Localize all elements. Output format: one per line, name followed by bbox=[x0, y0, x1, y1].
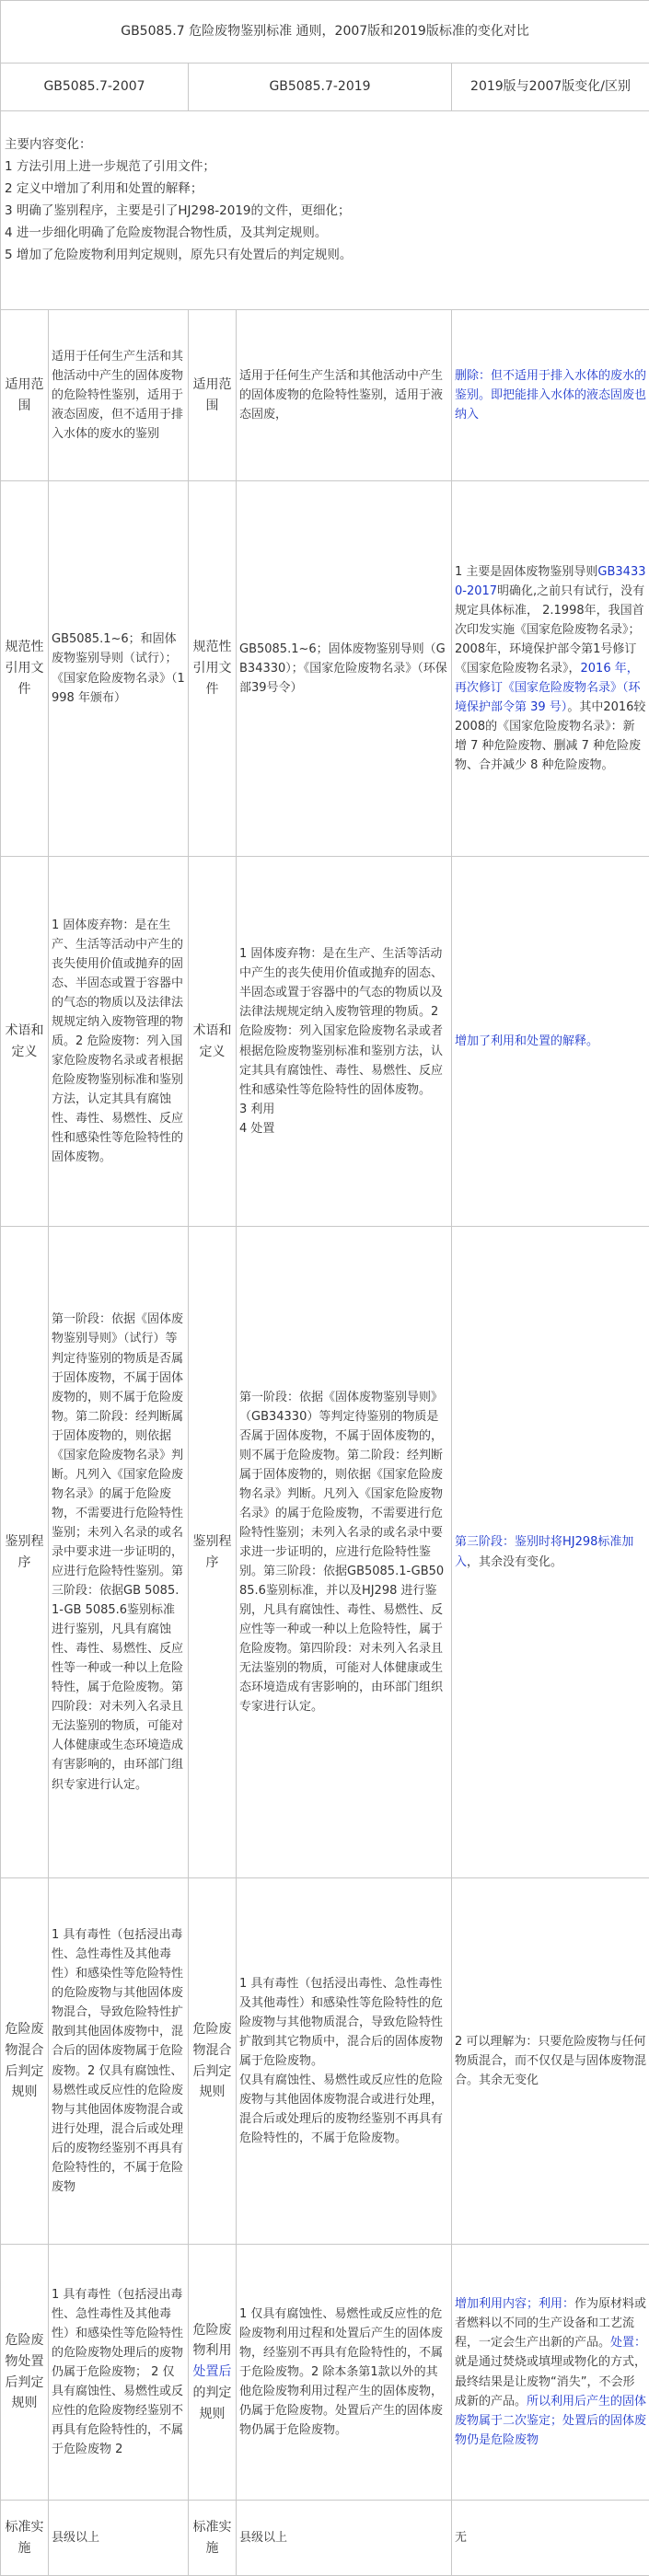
category-2019: 适用范围 bbox=[189, 310, 237, 481]
category-2019: 规范性引用文件 bbox=[189, 481, 237, 857]
diff-highlight: GB34330-2017 bbox=[455, 565, 645, 598]
content-2019: 适用于任何生产生活和其他活动中产生的固体废物的危险特性鉴别，适用于液态固废， bbox=[237, 310, 452, 481]
content-2019: 第一阶段：依据《固体废物鉴别导则》（GB34330）等判定待鉴别的物质是否属于固体废物，不属于固体废物的，则不属于危险废物。第二阶段：经判断属于固体废物的，则依据《国家危险废物名录》判断。凡列入《国家危险废物名录》的属于危险废物，不需要进行危险特性鉴别；未列入名录的或名录中要求进一步证明的，应进行危险特性鉴别。第三阶段：依据GB5085.1-GB5085.6鉴别标准，并以及HJ298 进行鉴别，凡具有腐蚀性、毒性、易燃性、反应性等一种或一种以上危险特性，属于危险废物。第四阶段：对未列入名录且无法鉴别的物质，可能对人体健康或生态环境造成有害影响的，由环部门组织专家进行认定。 bbox=[237, 1227, 452, 1878]
page-title: GB5085.7 危险废物鉴别标准 通则，2007版和2019版标准的变化对比 bbox=[1, 1, 649, 64]
content-2019 bbox=[237, 1878, 452, 2245]
content-2019: GB5085.1~6；固体废物鉴别导则（GB34330）；《国家危险废物名录》（环保部39号令） bbox=[237, 481, 452, 857]
diff-highlight: 增加利用内容；利用： bbox=[455, 2297, 574, 2311]
content-2007 bbox=[49, 2245, 189, 2501]
content-2007: 1 具有毒性（包括浸出毒性、急性毒性及其他毒性）和感染性等危险特性的危险废物与其他固体废物混合，导致危险特性扩散到其他固体废物中，混合后的固体废物属于危险废物。2 仅具有腐蚀性、易燃性或反应性的危险废物与其他固体废物混合或进行处理，混合后或处理后的废物经鉴别不再具有危险特性的，不属于危险废物 bbox=[49, 1878, 189, 2245]
summary-item: 5 增加了危险废物利用判定规则，原先只有处置后的判定规则。 bbox=[5, 244, 645, 266]
diff-cell bbox=[452, 1878, 649, 2245]
category-2007: 规范性引用文件 bbox=[1, 481, 49, 857]
row-mixture bbox=[1, 1878, 649, 2245]
header-row bbox=[1, 64, 649, 111]
content-2007: 第一阶段：依据《固体废物鉴别导则》（试行）等判定待鉴别的物质是否属于固体废物，不属于固体废物的，则不属于危险废物。第二阶段：经判断属于固体废物的，则依据《国家危险废物名录》判断。凡列入《国家危险废物名录》的属于危险废物，不需要进行危险特性鉴别；未列入名录的或名录中要求进一步证明的，应进行危险特性鉴别。第三阶段：依据GB 5085.1-GB 5085.6鉴别标准进行鉴别，凡具有腐蚀性、毒性、易燃性、反应性等一种或一种以上危险特性，属于危险废物。第四阶段：对未列入名录且无法鉴别的物质，可能对人体健康或生态环境造成有害影响的，由环部门组织专家进行认定。 bbox=[49, 1227, 189, 1878]
summary-cell bbox=[1, 111, 649, 310]
content-2019 bbox=[237, 857, 452, 1227]
category-2007: 适用范围 bbox=[1, 310, 49, 481]
diff-cell bbox=[452, 1227, 649, 1878]
summary-heading: 主要内容变化： bbox=[5, 133, 645, 156]
category-2007: 标准实施 bbox=[1, 2501, 49, 2576]
content-2007: 适用于任何生产生活和其他活动中产生的固体废物的危险特性鉴别，适用于液态固废，但不适用于排入水体的废水的鉴别 bbox=[49, 310, 189, 481]
category-2019: 术语和定义 bbox=[189, 857, 237, 1227]
category-2019 bbox=[189, 2245, 237, 2501]
summary-item: 4 进一步细化明确了危险废物混合物性质，及其判定规则。 bbox=[5, 222, 645, 244]
category-2007: 危险废物混合后判定规则 bbox=[1, 1878, 49, 2245]
content-text: 3 利用 bbox=[239, 1100, 448, 1119]
diff-text: ，其余没有变化。 bbox=[467, 1555, 562, 1569]
category-highlight: 处置后 bbox=[193, 2364, 232, 2379]
summary-row bbox=[1, 111, 649, 310]
category-text: 的判定规则 bbox=[193, 2385, 232, 2421]
content-text: 1 具有毒性（包括浸出毒性、急性毒性及其他毒性）和感染性等危险特性的危险废物处理后的废物仍属于危险废物； 2 仅具有腐蚀性、易燃性或反应性的危险废物经鉴别不再具有危险特性的，不属于危险废物 bbox=[52, 2288, 183, 2456]
content-2007: 1 固体废弃物：是在生产、生活等活动中产生的丧失使用价值或抛弃的固态、半固态或置于容器中的气态的物质以及法律法规规定纳入废物管理的物质。2 危险废物：列入国家危险废物名录或者根据危险废物鉴别标准和鉴别方法，认定其具有腐蚀性、毒性、易燃性、反应性和感染性等危险特性的固体废物。 bbox=[49, 857, 189, 1227]
diff-text: 明确化,之前只有试行，没有规定具体标准， 2.1998年，我国首次印发实施《国家危险废物名录》；2008年，环境保护部令第1号修订《国家危险废物名录》， bbox=[455, 584, 644, 676]
row-implementation bbox=[1, 2501, 649, 2576]
diff-text: 。其中2016较2008的《国家危险废物名录》：新增 7 种危险废物、删减 7 种危险废物、合并减少 8 种危险废物。 bbox=[455, 700, 645, 772]
diff-text: 1 主要是固体废物鉴别导则 bbox=[455, 565, 597, 579]
category-2007: 鉴别程序 bbox=[1, 1227, 49, 1878]
content-text: 1 固体废弃物：是在生产、生活等活动中产生的丧失使用价值或抛弃的固态、半固态或置于容器中的气态的物质以及法律法规规定纳入废物管理的物质。2 危险废物：列入国家危险废物名录或者根据危险废物鉴别标准和鉴别方法，认定其具有腐蚀性、毒性、易燃性、反应性和感染性等危险特性的固体废物。 bbox=[239, 944, 448, 1099]
category-2019: 标准实施 bbox=[189, 2501, 237, 2576]
content-text: 1 具有毒性（包括浸出毒性、急性毒性及其他毒性）和感染性等危险特性的危险废物与其他物质混合，导致危险特性扩散到其它物质中，混合后的固体废物属于危险废物。 bbox=[239, 1974, 448, 2071]
diff-cell bbox=[452, 2245, 649, 2501]
category-2007: 术语和定义 bbox=[1, 857, 49, 1227]
content-2007: 县级以上 bbox=[49, 2501, 189, 2576]
diff-text: 作为原材料或者燃料以不同的生产设备和工艺流程，一定会生产出新的产品。 bbox=[455, 2297, 646, 2350]
summary-item: 3 明确了鉴别程序，主要是引了HJ298-2019的文件，更细化； bbox=[5, 200, 645, 222]
header-diff: 2019版与2007版变化/区别 bbox=[452, 64, 649, 111]
diff-cell: 无 bbox=[452, 2501, 649, 2576]
summary-item: 1 方法引用上进一步规范了引用文件； bbox=[5, 156, 645, 178]
row-scope bbox=[1, 310, 649, 481]
row-references bbox=[1, 481, 649, 857]
content-2007: GB5085.1~6；和固体废物鉴别导则（试行）；《国家危险废物名录》（1998 年颁布） bbox=[49, 481, 189, 857]
content-text: 仅具有腐蚀性、易燃性或反应性的危险废物与其他固体废物混合或进行处理，混合后或处理后的废物经鉴别不再具有危险特性的，不属于危险废物。 bbox=[239, 2071, 448, 2148]
category-2019: 危险废物混合后判定规则 bbox=[189, 1878, 237, 2245]
diff-cell bbox=[452, 481, 649, 857]
content-2019: 县级以上 bbox=[237, 2501, 452, 2576]
diff-highlight: 2016 年，再次修订《国家危险废物名录》（环境保护部令第 39 号） bbox=[455, 662, 641, 714]
diff-cell: 增加了利用和处置的解释。 bbox=[452, 857, 649, 1227]
diff-cell: 删除：但不适用于排入水体的废水的鉴别。即把能排入水体的液态固废也纳入 bbox=[452, 310, 649, 481]
diff-highlight: 所以利用后产生的固体废物属于二次鉴定；处置后的固体废物仍是危险废物 bbox=[455, 2395, 646, 2447]
content-marker: 2 bbox=[115, 2443, 122, 2456]
diff-highlight: 处置： bbox=[610, 2336, 646, 2350]
header-2019: GB5085.7-2019 bbox=[189, 64, 452, 111]
row-terms bbox=[1, 857, 649, 1227]
title-row bbox=[1, 1, 649, 64]
content-text: 4 处置 bbox=[239, 1119, 448, 1138]
category-2007: 危险废物处置后判定规则 bbox=[1, 2245, 49, 2501]
diff-highlight: 第三阶段：鉴别时将HJ298标准加入 bbox=[455, 1535, 633, 1568]
category-text: 危险废物利用 bbox=[193, 2323, 232, 2359]
diff-marker: 2 bbox=[455, 2035, 462, 2049]
row-procedure bbox=[1, 1227, 649, 1878]
diff-text: 可以理解为：只要危险废物与任何物质混合，而不仅仅是与固体废物混合。其余无变化 bbox=[455, 2035, 646, 2087]
summary-item: 2 定义中增加了利用和处置的解释； bbox=[5, 178, 645, 200]
content-2019: 1 仅具有腐蚀性、易燃性或反应性的危险废物利用过程和处置后产生的固体废物，经鉴别不再具有危险特性的，不属于危险废物。2 除本条第1款以外的其他危险废物利用过程产生的固体废物，仍属于危险废物。处置后产生的固体废物仍属于危险废物。 bbox=[237, 2245, 452, 2501]
header-2007: GB5085.7-2007 bbox=[1, 64, 189, 111]
row-utilization bbox=[1, 2245, 649, 2501]
category-2019: 鉴别程序 bbox=[189, 1227, 237, 1878]
diff-text: 就是通过焚烧或填埋或物化的方式，最终结果是让废物“消失”，不会形成新的产品。 bbox=[455, 2355, 646, 2408]
